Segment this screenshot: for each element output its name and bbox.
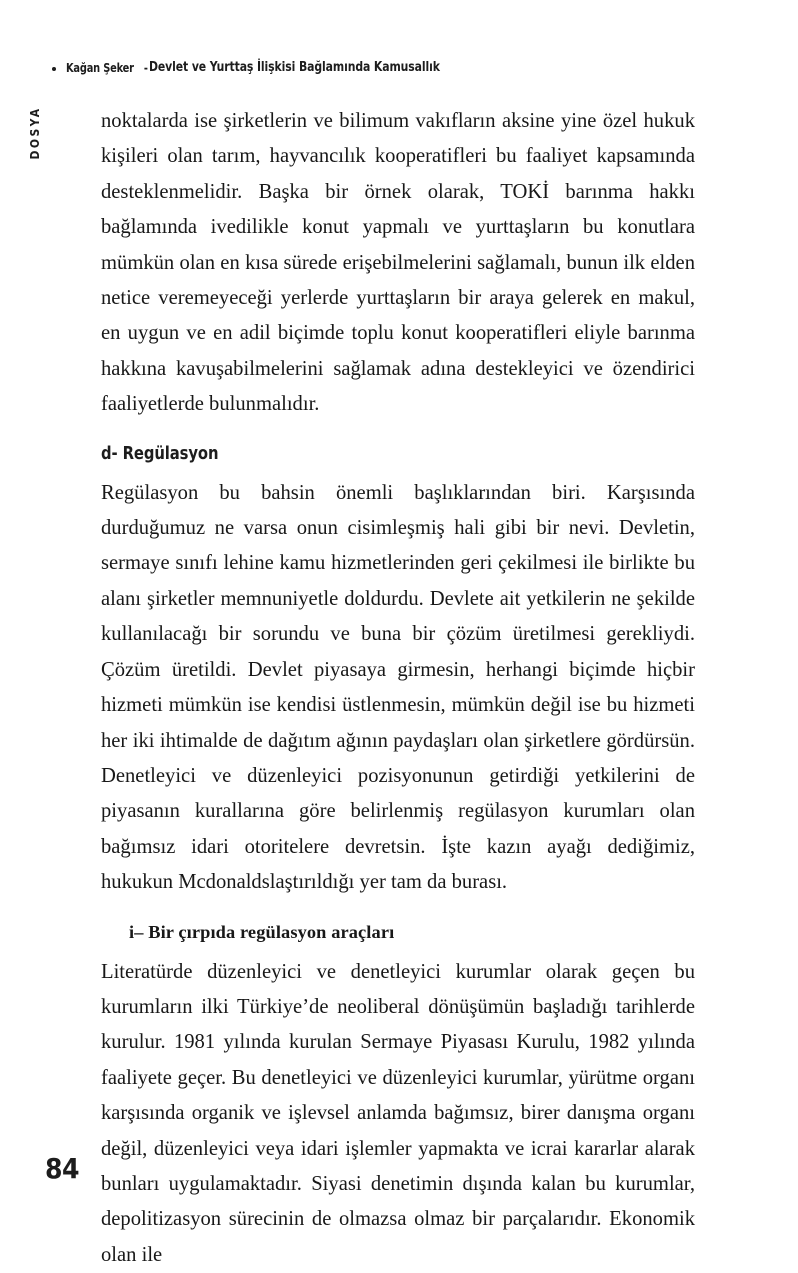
running-head-author: Kağan Şeker xyxy=(66,60,134,75)
paragraph-2: Regülasyon bu bahsin önemli başlıklarından biri. Karşısında durduğumuz ne varsa onun cisimleşmiş hali gibi bir nevi. Devletin, sermaye sınıfı lehine kamu hizmetlerinden geri çekilmesi ile birlikte bu alanı şirketler memnuniyetle doldurdu. Devlete ait yetkilerin ne şekilde kullanılacağı bir sorundu ve buna bir çözüm üretilmesi gerekliydi. Çözüm üretildi. Devlet piyasaya girmesin, herhangi biçimde hiçbir hizmeti mümkün ise kendisi üstlenmesin, mümkün değil ise bu hizmeti her iki ihtimalde de dağıtım ağının paydaşları olan şirketlere gördürsün. Denetleyici ve düzenleyici pozisyonunun getirdiği yetkilerini de piyasanın kurallarına göre belirlenmiş regülasyon kurumları olan bağımsız idari otoritelere devretsin. İşte kazın ayağı dediğimiz, hukukun Mcdonaldslaştırıldığı yer tam da burası. xyxy=(101,481,695,894)
side-tab-dosya xyxy=(26,98,44,168)
side-tab-label: DOSYA xyxy=(28,106,42,160)
heading-regulasyon: d- Regülasyon xyxy=(101,443,219,464)
paragraph-1: noktalarda ise şirketlerin ve bilimum vakıfların aksine yine özel hukuk kişileri olan tarım, hayvancılık kooperatifleri bu faaliyet kapsamında desteklenmelidir. Başka bir örnek olarak, TOKİ barınma hakkı bağlamında ivedilikle konut yapmalı ve yurttaşların bu konutlara mümkün olan en kısa sürede erişebilmelerini sağlamalı, bunun ilk elden netice veremeyeceği yerlerde yurttaşların bir araya gelerek en makul, en uygun ve en adil biçimde toplu konut kooperatifleri eliyle barınma hakkına kavuşabilmelerini sağlamak adına destekleyici ve özendirici faaliyetlerde bulunmalıdır. xyxy=(101,110,695,416)
spacer xyxy=(101,464,695,476)
spacer xyxy=(101,943,695,955)
paragraph-3: Literatürde düzenleyici ve denetleyici kurumlar olarak geçen bu kurumların ilki Türkiye’de neoliberal dönüşümün başladığı tarihlerde kurulur. 1981 yılında kurulan Sermaye Piyasası Kurulu, 1982 yılında faaliyete geçer. Bu denetleyici ve düzenleyici kurumlar, yürütme organı karşısında organik ve işlevsel anlamda bağımsız, birer danışma organı değil, düzenleyici veya idari işlemler yapmakta ve icrai kararlar alarak bunları uygulamaktadır. Siyasi denetimin dışında kalan bu kurumlar, depolitizasyon sürecinin de olmazsa olmaz bir parçalarıdır. Ekonomik olan ile xyxy=(101,960,695,1266)
running-head-separator: - xyxy=(143,60,148,75)
text-column xyxy=(101,104,695,1273)
page-number: 84 xyxy=(45,1152,80,1185)
running-head-title: Devlet ve Yurttaş İlişkisi Bağlamında Kamusallık xyxy=(149,60,441,75)
spacer xyxy=(101,901,695,922)
bullet-icon xyxy=(52,67,56,71)
running-head xyxy=(52,60,473,75)
spacer xyxy=(101,423,695,444)
heading-regulasyon-araclari: i– Bir çırpıda regülasyon araçları xyxy=(129,921,395,942)
